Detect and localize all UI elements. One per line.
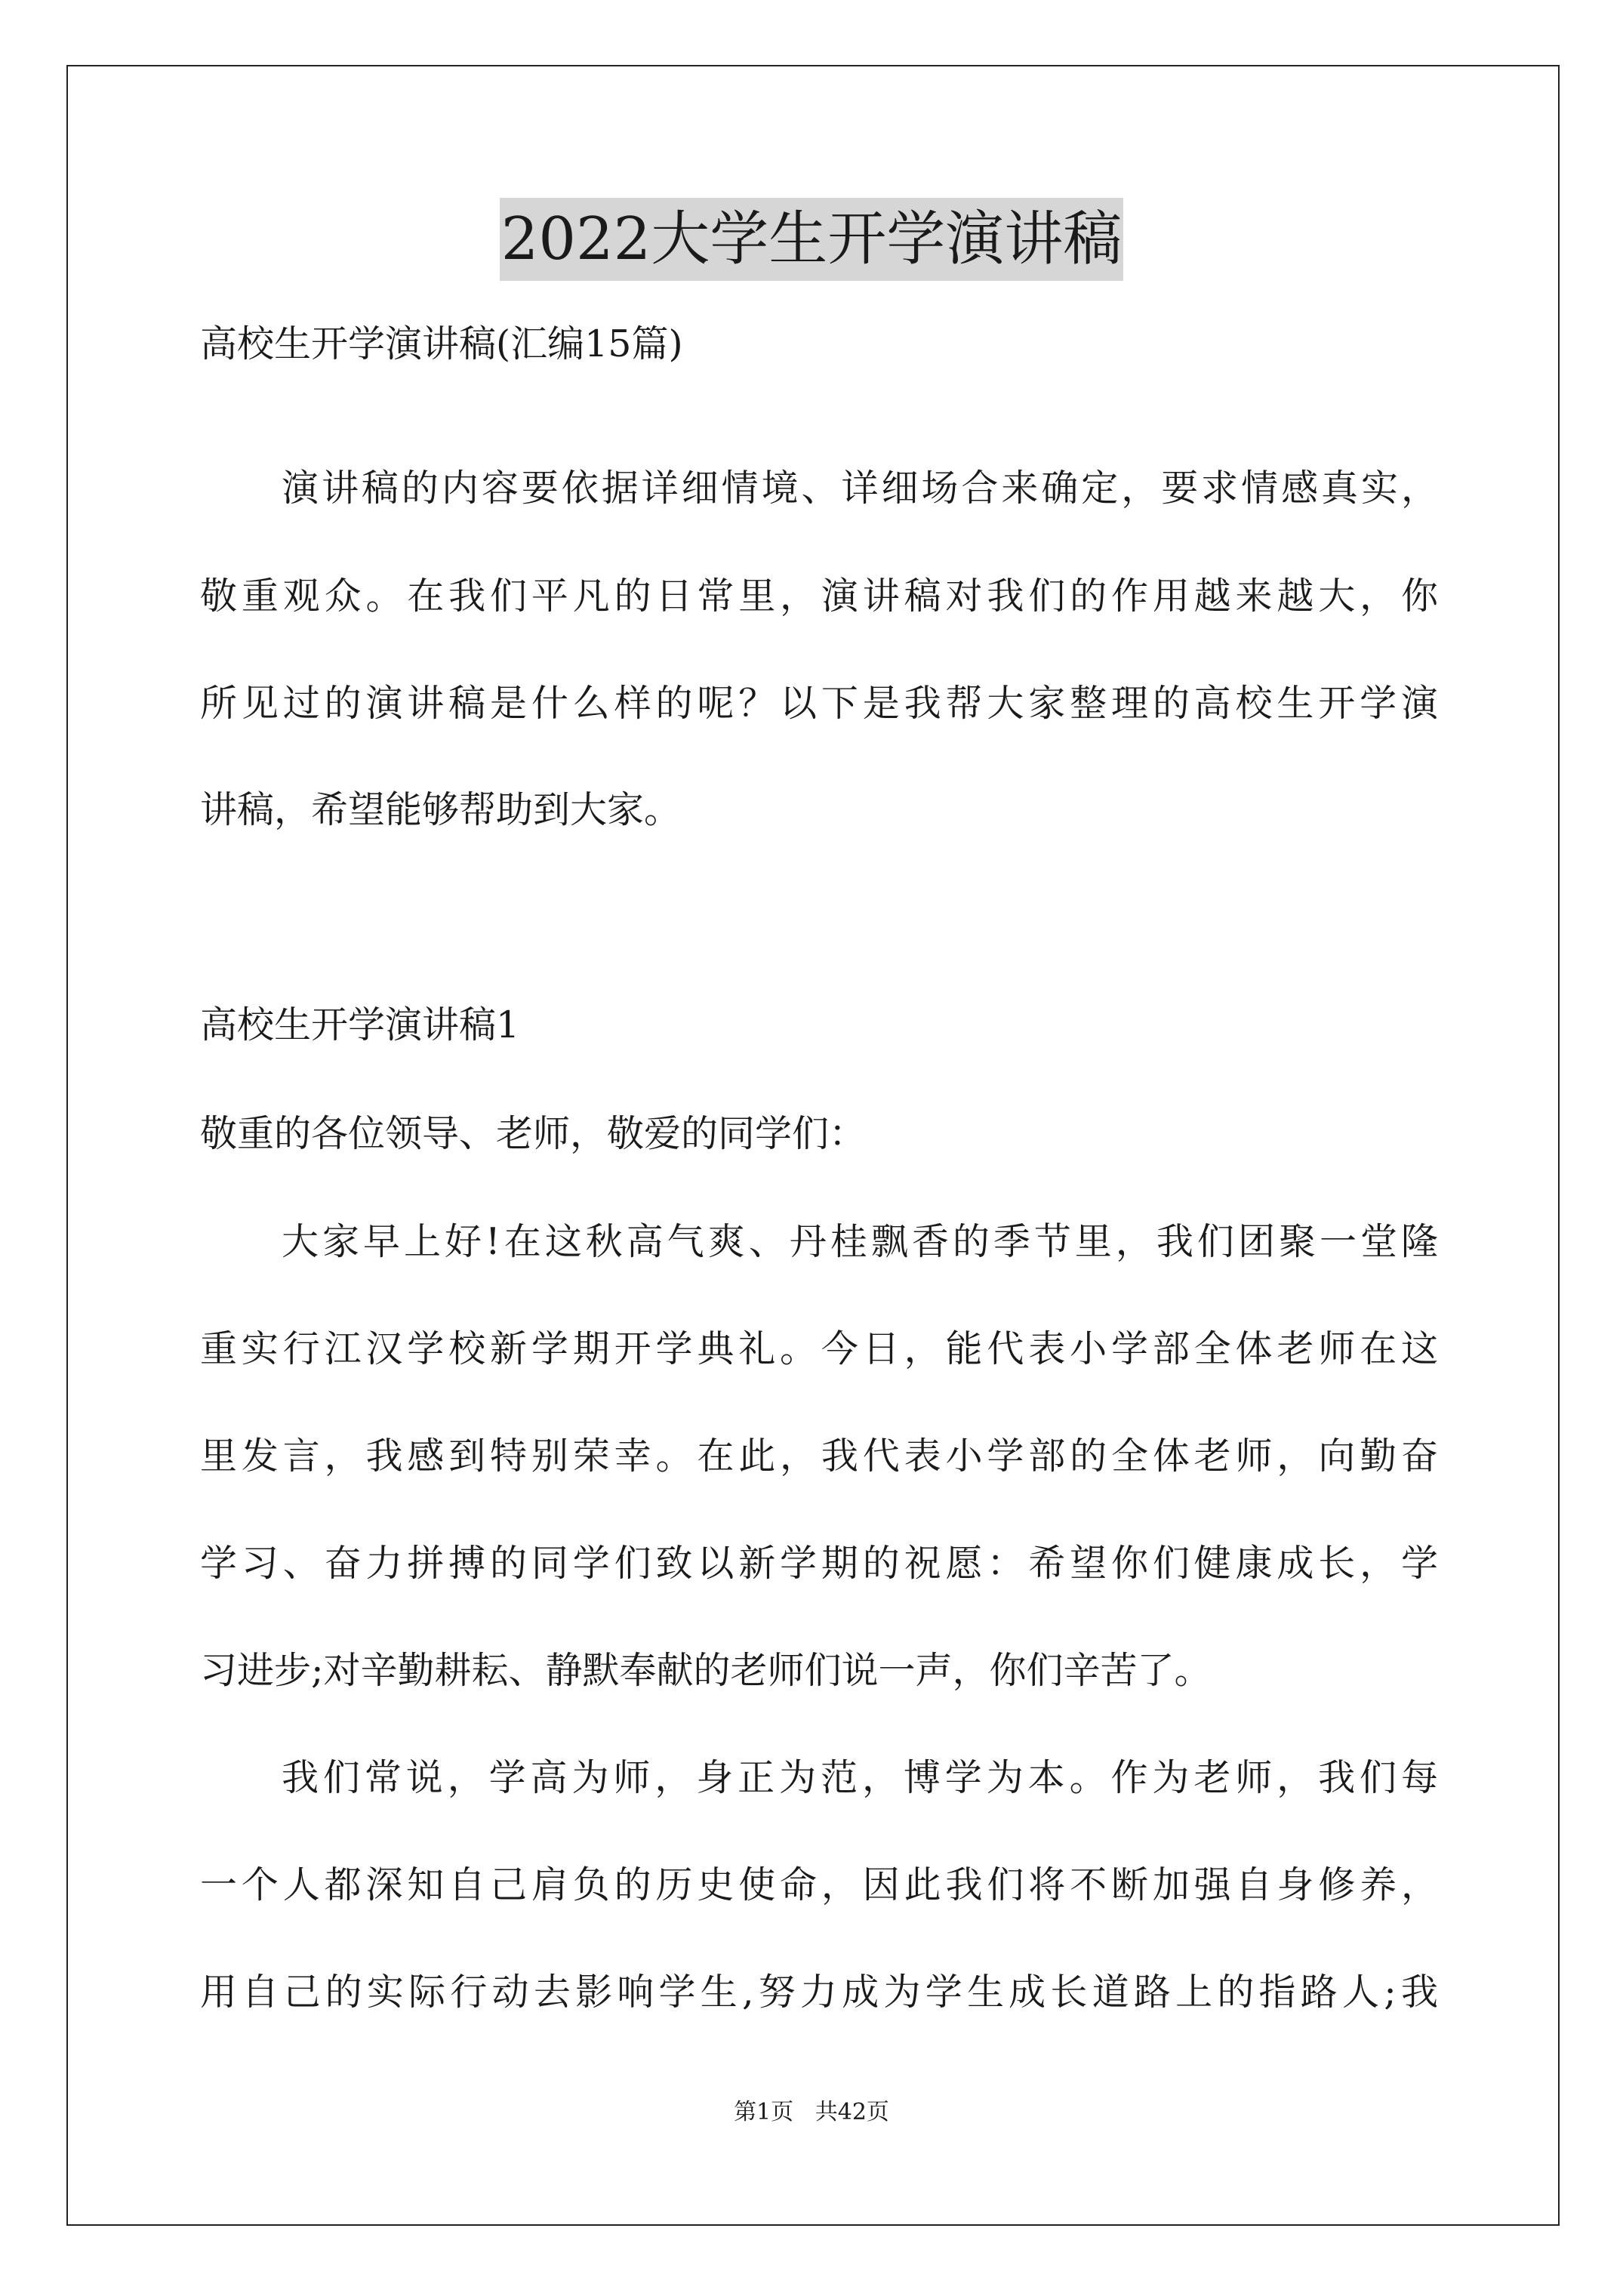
paragraph-line: 大家早上好!在这秋高气爽、丹桂飘香的季节里，我们团聚一堂隆 xyxy=(282,1220,1438,1263)
page-footer: 第1页 共42页 xyxy=(734,2099,889,2125)
section-heading: 高校生开学演讲稿1 xyxy=(200,1003,520,1046)
intro-line: 演讲稿的内容要依据详细情境、详细场合来确定，要求情感真实， xyxy=(282,467,1438,510)
intro-line: 敬重观众。在我们平凡的日常里，演讲稿对我们的作用越来越大，你 xyxy=(200,575,1438,618)
paragraph-line: 里发言，我感到特别荣幸。在此，我代表小学部的全体老师，向勤奋 xyxy=(200,1435,1438,1478)
intro-line: 讲稿，希望能够帮助到大家。 xyxy=(200,788,682,831)
paragraph-line: 重实行江汉学校新学期开学典礼。今日，能代表小学部全体老师在这 xyxy=(200,1327,1438,1370)
salutation: 敬重的各位领导、老师，敬爱的同学们： xyxy=(200,1112,867,1155)
paragraph-line: 一个人都深知自己肩负的历史使命，因此我们将不断加强自身修养， xyxy=(200,1863,1438,1906)
paragraph-line: 习进步;对辛勤耕耘、静默奉献的老师们说一声，你们辛苦了。 xyxy=(200,1649,1212,1692)
document-subtitle: 高校生开学演讲稿(汇编15篇) xyxy=(200,322,683,365)
paragraph-line: 用自己的实际行动去影响学生,努力成为学生成长道路上的指路人;我 xyxy=(200,1971,1438,2014)
intro-line: 所见过的演讲稿是什么样的呢？以下是我帮大家整理的高校生开学演 xyxy=(200,682,1438,725)
paragraph-line: 学习、奋力拼搏的同学们致以新学期的祝愿：希望你们健康成长，学 xyxy=(200,1542,1438,1585)
paragraph-line: 我们常说，学高为师，身正为范，博学为本。作为老师，我们每 xyxy=(282,1756,1438,1799)
document-title: 2022大学生开学演讲稿 xyxy=(0,198,1623,281)
